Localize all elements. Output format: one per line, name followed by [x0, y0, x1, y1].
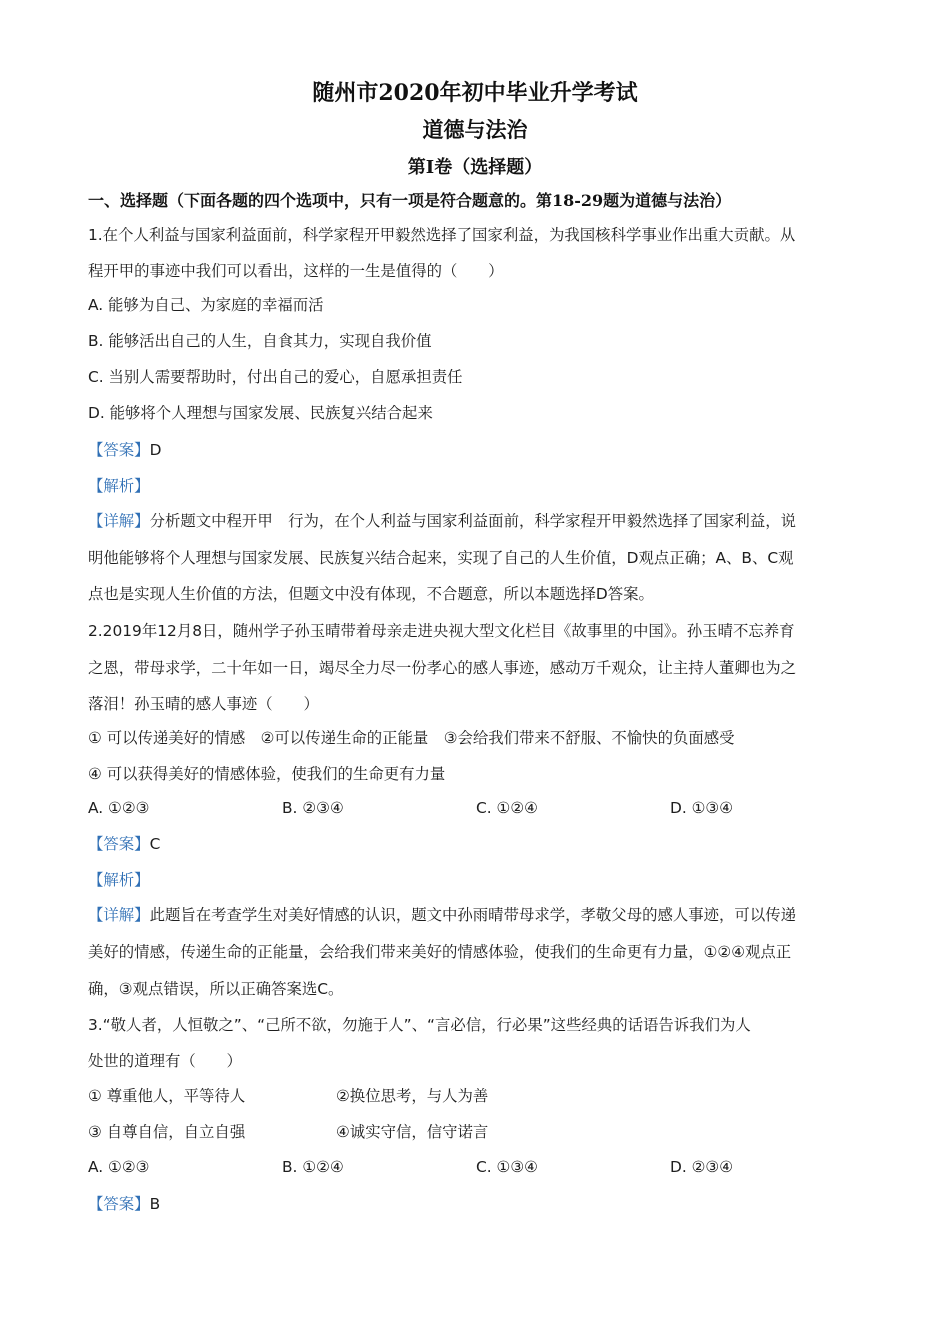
q2-stem-line2: 之恩，带母求学，二十年如一日，竭尽全力尽一份孝心的感人事迹，感动万千观众，让主持人董卿也为之 [88, 659, 796, 677]
q3-item-4: ④诚实守信，信守诺言 [336, 1123, 489, 1141]
q2-stem-line3: 落泪！孙玉晴的感人事迹（ ） [88, 695, 319, 713]
q3-stem-line1: 3.“敬人者，人恒敬之”、“己所不欲，勿施于人”、“言必信，行必果”这些经典的话语告诉我们为人 [88, 1016, 751, 1034]
section-heading: 一、选择题（下面各题的四个选项中，只有一项是符合题意的。第18-29题为道德与法治） [88, 191, 732, 210]
answer-tag: 【答案】 [88, 1195, 150, 1213]
q1-stem-line1: 1.在个人利益与国家利益面前，科学家程开甲毅然选择了国家利益，为我国核科学事业作出重大贡献。从 [88, 226, 796, 244]
q2-option-d: D. ①③④ [670, 799, 734, 817]
q1-detail-line1 [88, 511, 796, 531]
q1-analysis-tag: 【解析】 [88, 477, 150, 495]
q2-detail-line2: 美好的情感，传递生命的正能量，会给我们带来美好的情感体验，使我们的生命更有力量，①②④观点正 [88, 943, 792, 961]
answer-tag: 【答案】 [88, 441, 150, 459]
q3-answer [88, 1194, 160, 1214]
q2-item-line1: ① 可以传递美好的情感 ②可以传递生命的正能量 ③会给我们带来不舒服、不愉快的负面感受 [88, 729, 735, 747]
q1-detail-line3: 点也是实现人生价值的方法，但题文中没有体现，不合题意，所以本题选择D答案。 [88, 585, 654, 603]
q3-option-c: C. ①③④ [476, 1158, 538, 1176]
q3-item-1: ① 尊重他人，平等待人 [88, 1087, 246, 1105]
q3-option-a: A. ①②③ [88, 1158, 150, 1176]
q2-stem-line1: 2.2019年12月8日，随州学子孙玉晴带着母亲走进央视大型文化栏目《故事里的中国》。孙玉晴不忘养育 [88, 622, 795, 640]
detail-tag: 【详解】 [88, 512, 150, 530]
q3-option-d: D. ②③④ [670, 1158, 734, 1176]
q1-option-a: A. 能够为自己、为家庭的幸福而活 [88, 296, 324, 314]
detail-text: 此题旨在考查学生对美好情感的认识，题文中孙雨晴带母求学，孝敬父母的感人事迹，可以传递 [149, 906, 796, 924]
q1-option-b: B. 能够活出自己的人生，自食其力，实现自我价值 [88, 332, 432, 350]
answer-tag: 【答案】 [88, 835, 150, 853]
exam-title: 随州市2020年初中毕业升学考试 [312, 80, 638, 106]
answer-value: C [149, 835, 161, 853]
detail-tag: 【详解】 [88, 906, 150, 924]
q2-option-a: A. ①②③ [88, 799, 150, 817]
q1-stem-line2: 程开甲的事迹中我们可以看出，这样的一生是值得的（ ） [88, 262, 504, 280]
exam-volume: 第Ⅰ卷（选择题） [407, 157, 543, 178]
q1-option-c: C. 当别人需要帮助时，付出自己的爱心，自愿承担责任 [88, 368, 463, 386]
q1-answer [88, 440, 161, 460]
q3-item-2: ②换位思考，与人为善 [336, 1087, 489, 1105]
answer-value: B [149, 1195, 161, 1213]
exam-subject: 道德与法治 [422, 117, 528, 142]
q1-option-d: D. 能够将个人理想与国家发展、民族复兴结合起来 [88, 404, 433, 422]
q3-option-b: B. ①②④ [282, 1158, 344, 1176]
q2-option-c: C. ①②④ [476, 799, 538, 817]
q2-item-line2: ④ 可以获得美好的情感体验，使我们的生命更有力量 [88, 765, 446, 783]
q3-stem-line2: 处世的道理有（ ） [88, 1052, 242, 1070]
q1-detail-line2: 明他能够将个人理想与国家发展、民族复兴结合起来，实现了自己的人生价值，D观点正确；A、B、C观 [88, 549, 794, 567]
q2-detail-line3: 确，③观点错误，所以正确答案选C。 [88, 980, 344, 998]
q2-option-b: B. ②③④ [282, 799, 344, 817]
q2-detail-line1 [88, 905, 796, 925]
detail-text: 分析题文中程开甲 行为，在个人利益与国家利益面前，科学家程开甲毅然选择了国家利益，说 [149, 512, 796, 530]
q2-analysis-tag: 【解析】 [88, 871, 150, 889]
answer-value: D [149, 441, 162, 459]
q2-answer [88, 834, 160, 854]
q3-item-3: ③ 自尊自信，自立自强 [88, 1123, 246, 1141]
